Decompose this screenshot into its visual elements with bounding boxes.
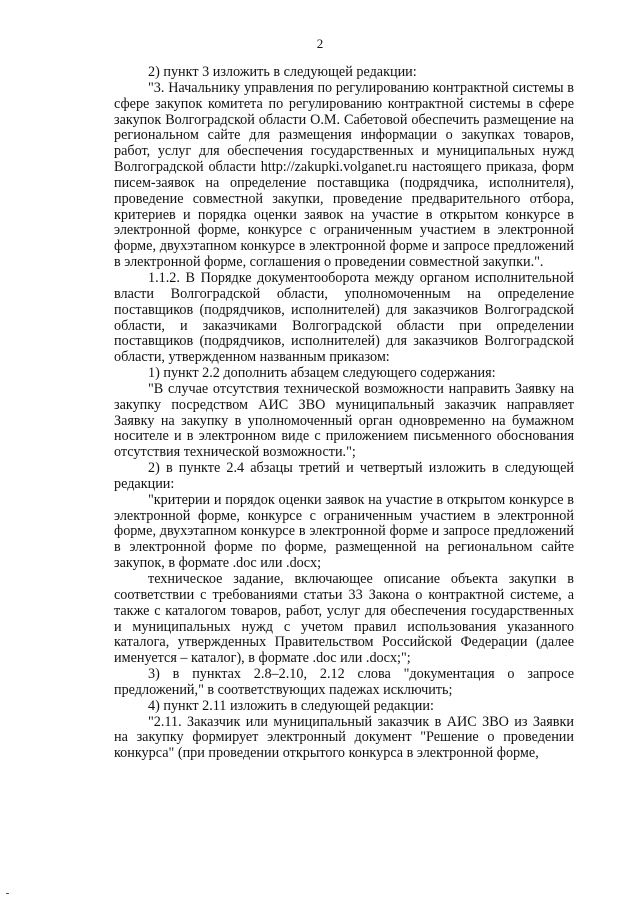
paragraph: "В случае отсутствия технической возможности направить Заявку на закупку посредством АИС ЗВО муниципальный заказчик направляет Заявку на закупку в уполномоченный орган одновременно на бумажном носителе и в электронном виде с приложением письменного обоснования отсутствия технической возможности."; — [114, 380, 574, 461]
paragraph: 1) пункт 2.2 дополнить абзацем следующего содержания: — [148, 365, 496, 382]
scan-mark — [6, 893, 9, 894]
paragraph: 3) в пунктах 2.8–2.10, 2.12 слова "документация о запросе предложений," в соответствующих падежах исключить; — [114, 666, 574, 698]
paragraph: "критерии и порядок оценки заявок на участие в открытом конкурсе в электронной форме, конкурсе с ограниченным участием в электронной форме, двухэтапном конкурсе в электронной форме и запросе предложений в электронной форме по форме, размещенной на региональном сайте закупок, в формате .doc или .docx; — [114, 491, 574, 572]
paragraph: "2.11. Заказчик или муниципальный заказчик в АИС ЗВО из Заявки на закупку формирует электронный документ "Решение о проведении конкурса" (при проведении открытого конкурса в электронной форме, — [114, 713, 574, 762]
document-body — [114, 65, 574, 762]
paragraph: 2) в пункте 2.4 абзацы третий и четвертый изложить в следующей редакции: — [114, 460, 574, 492]
paragraph: техническое задание, включающее описание объекта закупки в соответствии с требованиями статьи 33 Закона о контрактной системе, а также с каталогом товаров, работ, услуг для обеспечения государственных и муниципальных нужд с учетом правил использования указанного каталога, утвержденных Правительством Российской Федерации (далее именуется – каталог), в формате .doc или .docx;"; — [114, 571, 574, 667]
paragraph: "3. Начальнику управления по регулированию контрактной системы в сфере закупок комитета по регулированию контрактной системы в сфере закупок Волгоградской области О.М. Сабетовой обеспечить размещение на региональном сайте для размещения информации о закупках товаров, работ, услуг для обеспечения государственных и муниципальных нужд Волгоградской области http://zakupki.volganet.ru настоящего приказа, форм писем-заявок на определение поставщика (подрядчика, исполнителя), проведение совместной закупки, проведение предварительного отбора, критериев и порядка оценки заявок на участие в открытом конкурсе в электронной форме, конкурсе с ограниченным участием в электронной форме, двухэтапном конкурсе в электронной форме и запросе предложений в электронной форме, соглашения о проведении совместной закупки.". — [114, 79, 574, 271]
paragraph: 2) пункт 3 изложить в следующей редакции: — [148, 64, 417, 80]
paragraph: 4) пункт 2.11 изложить в следующей редакции: — [148, 697, 434, 714]
page-number: 2 — [316, 36, 324, 51]
paragraph: 1.1.2. В Порядке документооборота между органом исполнительной власти Волгоградской области, уполномоченным на определение поставщиков (подрядчиков, исполнителей) для заказчиков Волгоградской области, и заказчиками Волгоградской области при определении поставщиков (подрядчиков, исполнителей) для заказчиков Волгоградской области, утвержденном названным приказом: — [114, 269, 574, 366]
